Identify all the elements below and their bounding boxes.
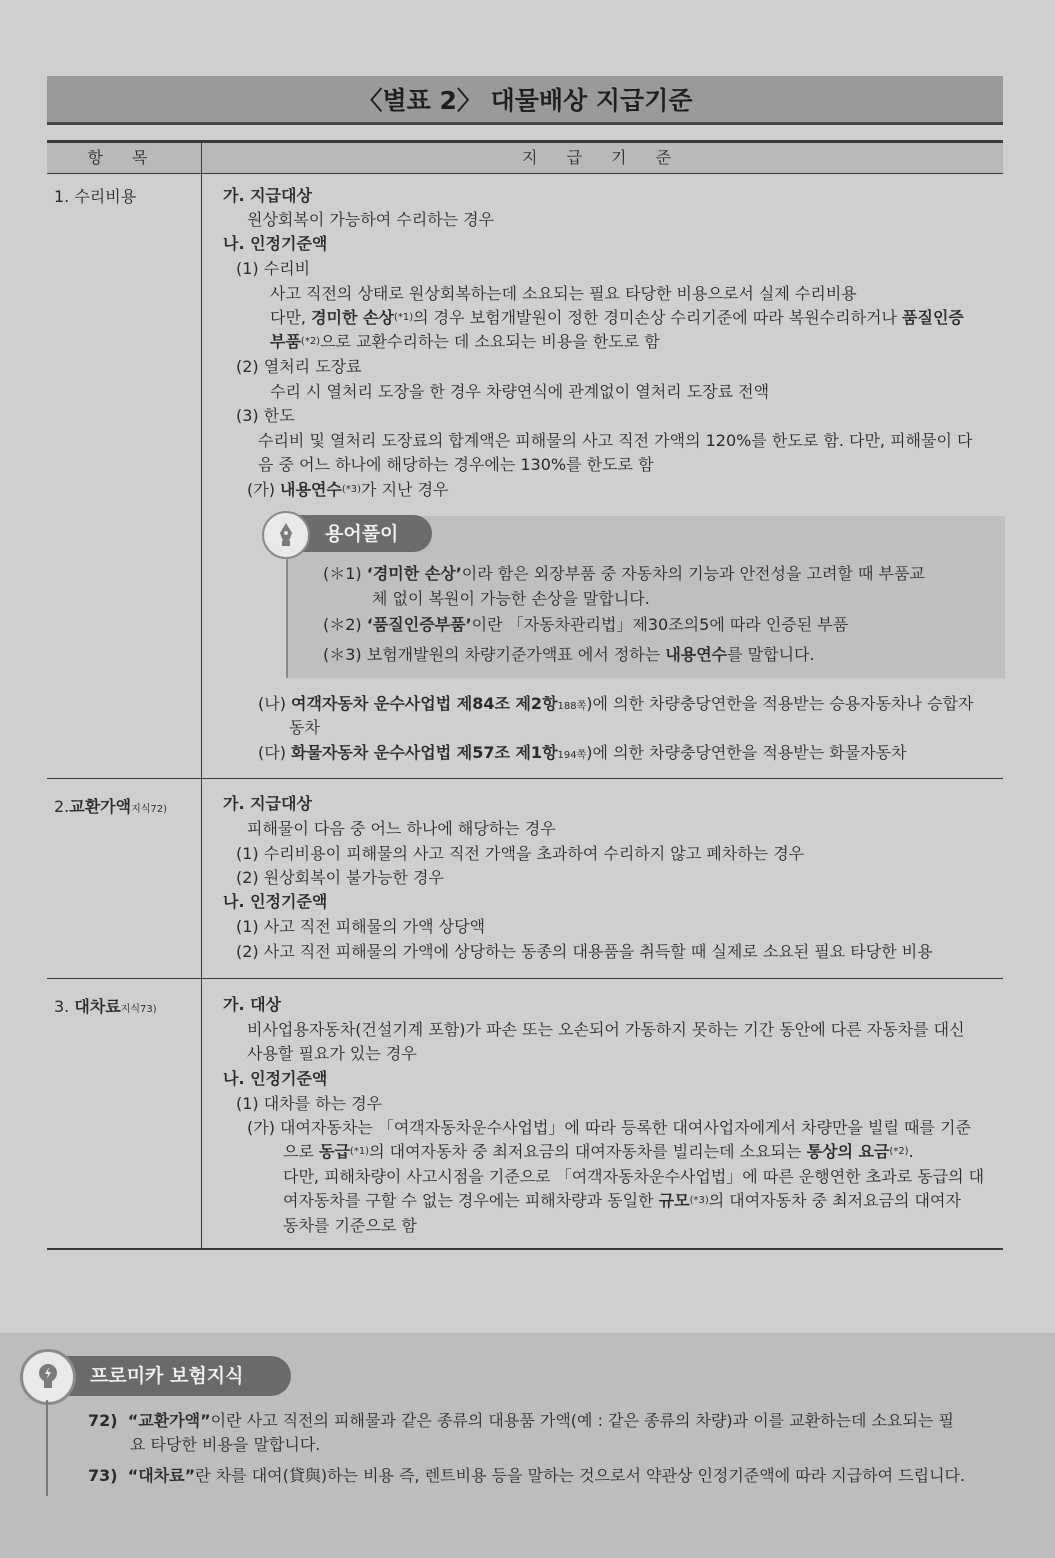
text: 란 차를 대여(貸與)하는 비용 즉, 렌트비용 등을 말하는 것으로서 약관상 인정기준액에 따라 지급하여 드립니다. — [195, 1466, 966, 1485]
section1-p3-title: (3) 한도 — [236, 406, 295, 425]
note-72-line2: 요 타당한 비용을 말합니다. — [130, 1435, 321, 1454]
table-header — [47, 140, 1003, 174]
section1-da2 — [258, 742, 907, 767]
section1-p2-text: 수리 시 열처리 도장을 한 경우 차량연식에 관계없이 열처리 도장료 전액 — [270, 382, 770, 401]
section3-na-title: 나. 인정기준액 — [223, 1069, 328, 1088]
term-scale: 규모 — [658, 1191, 690, 1210]
glossary-term: ‘품질인증부품’ — [366, 615, 472, 634]
section1-p1-line2 — [270, 307, 964, 329]
glossary-term: 내용연수 — [665, 645, 728, 664]
glossary-t3 — [323, 644, 815, 666]
text: 여자동차를 구할 수 없는 경우에는 피해차량과 동일한 — [283, 1191, 659, 1210]
note-73 — [88, 1465, 965, 1487]
text: 이란 사고 직전의 피해물과 같은 종류의 대용품 가액(예 : 같은 종류의 차량)과 이를 교환하는데 소요되는 필 — [210, 1411, 954, 1430]
section1-p3-line1: 수리비 및 열처리 도장료의 합계액은 피해물의 사고 직전 가액의 120%를 한도로 함. 다만, 피해물이 다 — [258, 431, 973, 450]
note-term: “교환가액” — [127, 1411, 211, 1430]
section3-na-ga-line2 — [283, 1141, 914, 1163]
text: 대차료 — [74, 997, 121, 1016]
text: 교환가액 — [69, 797, 132, 816]
law-reference: 화물자동차 운수사업법 제57조 제1항 — [291, 743, 558, 762]
text: 의 대여자동차 중 최저요금의 대여자동차를 빌리는데 소요되는 — [369, 1142, 807, 1161]
section3-ga-line2: 사용할 필요가 있는 경우 — [247, 1044, 417, 1063]
ref: 지식72) — [131, 804, 168, 815]
text: )에 의한 차량충당연한을 적용받는 화물자동차 — [586, 743, 907, 762]
section1-p2-title: (2) 열처리 도장료 — [236, 357, 362, 376]
section1-p3-line2: 음 중 어느 하나에 해당하는 경우에는 130%를 한도로 함 — [258, 455, 654, 474]
knowledge-guide-line — [46, 1400, 48, 1496]
section2-na-title: 나. 인정기준액 — [223, 892, 328, 911]
section3-na-ga-line3: 다만, 피해차량이 사고시점을 기준으로 「여객자동차운수사업법」에 따른 운행연한 초과로 동급의 대 — [283, 1167, 985, 1186]
text: 2. — [54, 797, 70, 816]
text: (＊1) — [323, 564, 367, 583]
text: 의 대여자동차 중 최저요금의 대여자 — [708, 1191, 961, 1210]
row-divider — [47, 778, 1003, 779]
footnote-ref: (*1) — [349, 1146, 370, 1157]
footnote-ref: (*3) — [689, 1195, 709, 1206]
section1-ga-title: 가. 지급대상 — [223, 186, 312, 205]
text: 의 경우 보험개발원이 정한 경미손상 수리기준에 따라 복원수리하거나 — [413, 308, 903, 327]
page-ref: 194쪽 — [557, 750, 587, 761]
footnote-ref: (*1) — [393, 312, 414, 323]
section1-na2 — [258, 693, 973, 718]
text: 를 말합니다. — [727, 645, 815, 664]
text: 으로 교환수리하는 데 소요되는 비용을 한도로 함 — [320, 332, 660, 351]
note-term: “대차료” — [127, 1466, 196, 1485]
section1-na2-line2: 동차 — [289, 718, 320, 737]
text: (나) — [258, 694, 292, 713]
term-normal-fee: 통상의 요금 — [806, 1142, 890, 1161]
section3-na-ga-line4 — [283, 1190, 961, 1212]
text: . — [908, 1142, 914, 1161]
text: 3. — [54, 997, 75, 1016]
page-ref: 188쪽 — [557, 701, 587, 712]
term-same-class: 동급 — [319, 1142, 350, 1161]
note-number: 73) — [88, 1466, 118, 1485]
table-bottom-border — [47, 1248, 1003, 1250]
column-divider — [201, 170, 202, 1249]
row-divider — [47, 978, 1003, 979]
text: 으로 — [283, 1142, 319, 1161]
section1-ga2 — [247, 479, 448, 501]
section1-p1-line3 — [270, 331, 660, 353]
section1-p1-line1: 사고 직전의 상태로 원상회복하는데 소요되는 필요 타당한 비용으로서 실제 수리비용 — [270, 284, 857, 303]
text: (가) — [247, 480, 281, 499]
section2-ga-1: (1) 수리비용이 피해물의 사고 직전 가액을 초과하여 수리하지 않고 폐차하는 경우 — [236, 844, 805, 863]
knowledge-title: 프로미카 보험지식 — [90, 1365, 244, 1387]
footnote-ref: (*2) — [889, 1146, 909, 1157]
text: 이란 「자동차관리법」제30조의5에 따라 인증된 부품 — [471, 615, 849, 634]
section1-label: 1. 수리비용 — [54, 187, 137, 206]
section1-ga-text: 원상회복이 가능하여 수리하는 경우 — [247, 210, 495, 229]
section3-na-1: (1) 대차를 하는 경우 — [236, 1094, 383, 1113]
section3-na-ga-line5: 동차를 기준으로 함 — [283, 1216, 417, 1235]
text: (＊2) — [323, 615, 367, 634]
section3-ga-title: 가. 대상 — [223, 995, 282, 1014]
section3-na-ga-line1: (가) 대여자동차는 「여객자동차운수사업법」에 따라 등록한 대여사업자에게서 차량만을 빌릴 때를 기준 — [247, 1118, 971, 1137]
section2-ga-2: (2) 원상회복이 불가능한 경우 — [236, 868, 444, 887]
term-certified: 품질인증 — [902, 308, 964, 327]
section2-na-2: (2) 사고 직전 피해물의 가액에 상당하는 동종의 대용품을 취득할 때 실제로 소요된 필요 타당한 비용 — [236, 942, 933, 961]
text: 가 지난 경우 — [361, 480, 449, 499]
pen-icon — [262, 511, 310, 559]
term-parts: 부품 — [270, 332, 301, 351]
footnote-ref: (*2) — [300, 336, 321, 347]
section2-ga-text: 피해물이 다음 중 어느 하나에 해당하는 경우 — [247, 819, 556, 838]
section3-label — [54, 994, 157, 1017]
ref: 지식73) — [120, 1004, 157, 1015]
term-useful-life: 내용연수 — [280, 480, 342, 499]
section2-na-1: (1) 사고 직전 피해물의 가액 상당액 — [236, 917, 486, 936]
text: 다만, — [270, 308, 312, 327]
note-number: 72) — [88, 1411, 118, 1430]
note-72 — [88, 1410, 954, 1432]
glossary-t1 — [323, 563, 925, 585]
text: )에 의한 차량충당연한을 적용받는 승용자동차나 승합자 — [586, 694, 974, 713]
glossary-t1-line2: 체 없이 복원이 가능한 손상을 말합니다. — [372, 589, 650, 608]
lightbulb-icon — [20, 1349, 76, 1405]
page-title: 〈별표 2〉 대물배상 지급기준 — [47, 76, 1003, 125]
law-reference: 여객자동차 운수사업법 제84조 제2항 — [291, 694, 558, 713]
section2-label — [54, 794, 167, 817]
glossary-term: ‘경미한 손상’ — [366, 564, 462, 583]
footnote-ref: (*3) — [341, 484, 362, 495]
glossary-title: 용어풀이 — [325, 523, 399, 545]
text: 이라 함은 외장부품 중 자동차의 기능과 안전성을 고려할 때 부품교 — [461, 564, 925, 583]
term-minor-damage: 경미한 손상 — [311, 308, 394, 327]
text: (＊3) 보험개발원의 차량기준가액표 에서 정하는 — [323, 645, 666, 664]
section2-ga-title: 가. 지급대상 — [223, 794, 312, 813]
header-criteria: 지 급 기 준 — [201, 143, 1003, 173]
glossary-t2 — [323, 614, 848, 636]
section1-na-title: 나. 인정기준액 — [223, 234, 328, 253]
header-item: 항 목 — [87, 148, 160, 167]
text: (다) — [258, 743, 292, 762]
section3-ga-line1: 비사업용자동차(건설기계 포함)가 파손 또는 오손되어 가동하지 못하는 기간 동안에 다른 자동차를 대신 — [247, 1020, 965, 1039]
section1-p1-title: (1) 수리비 — [236, 259, 311, 278]
